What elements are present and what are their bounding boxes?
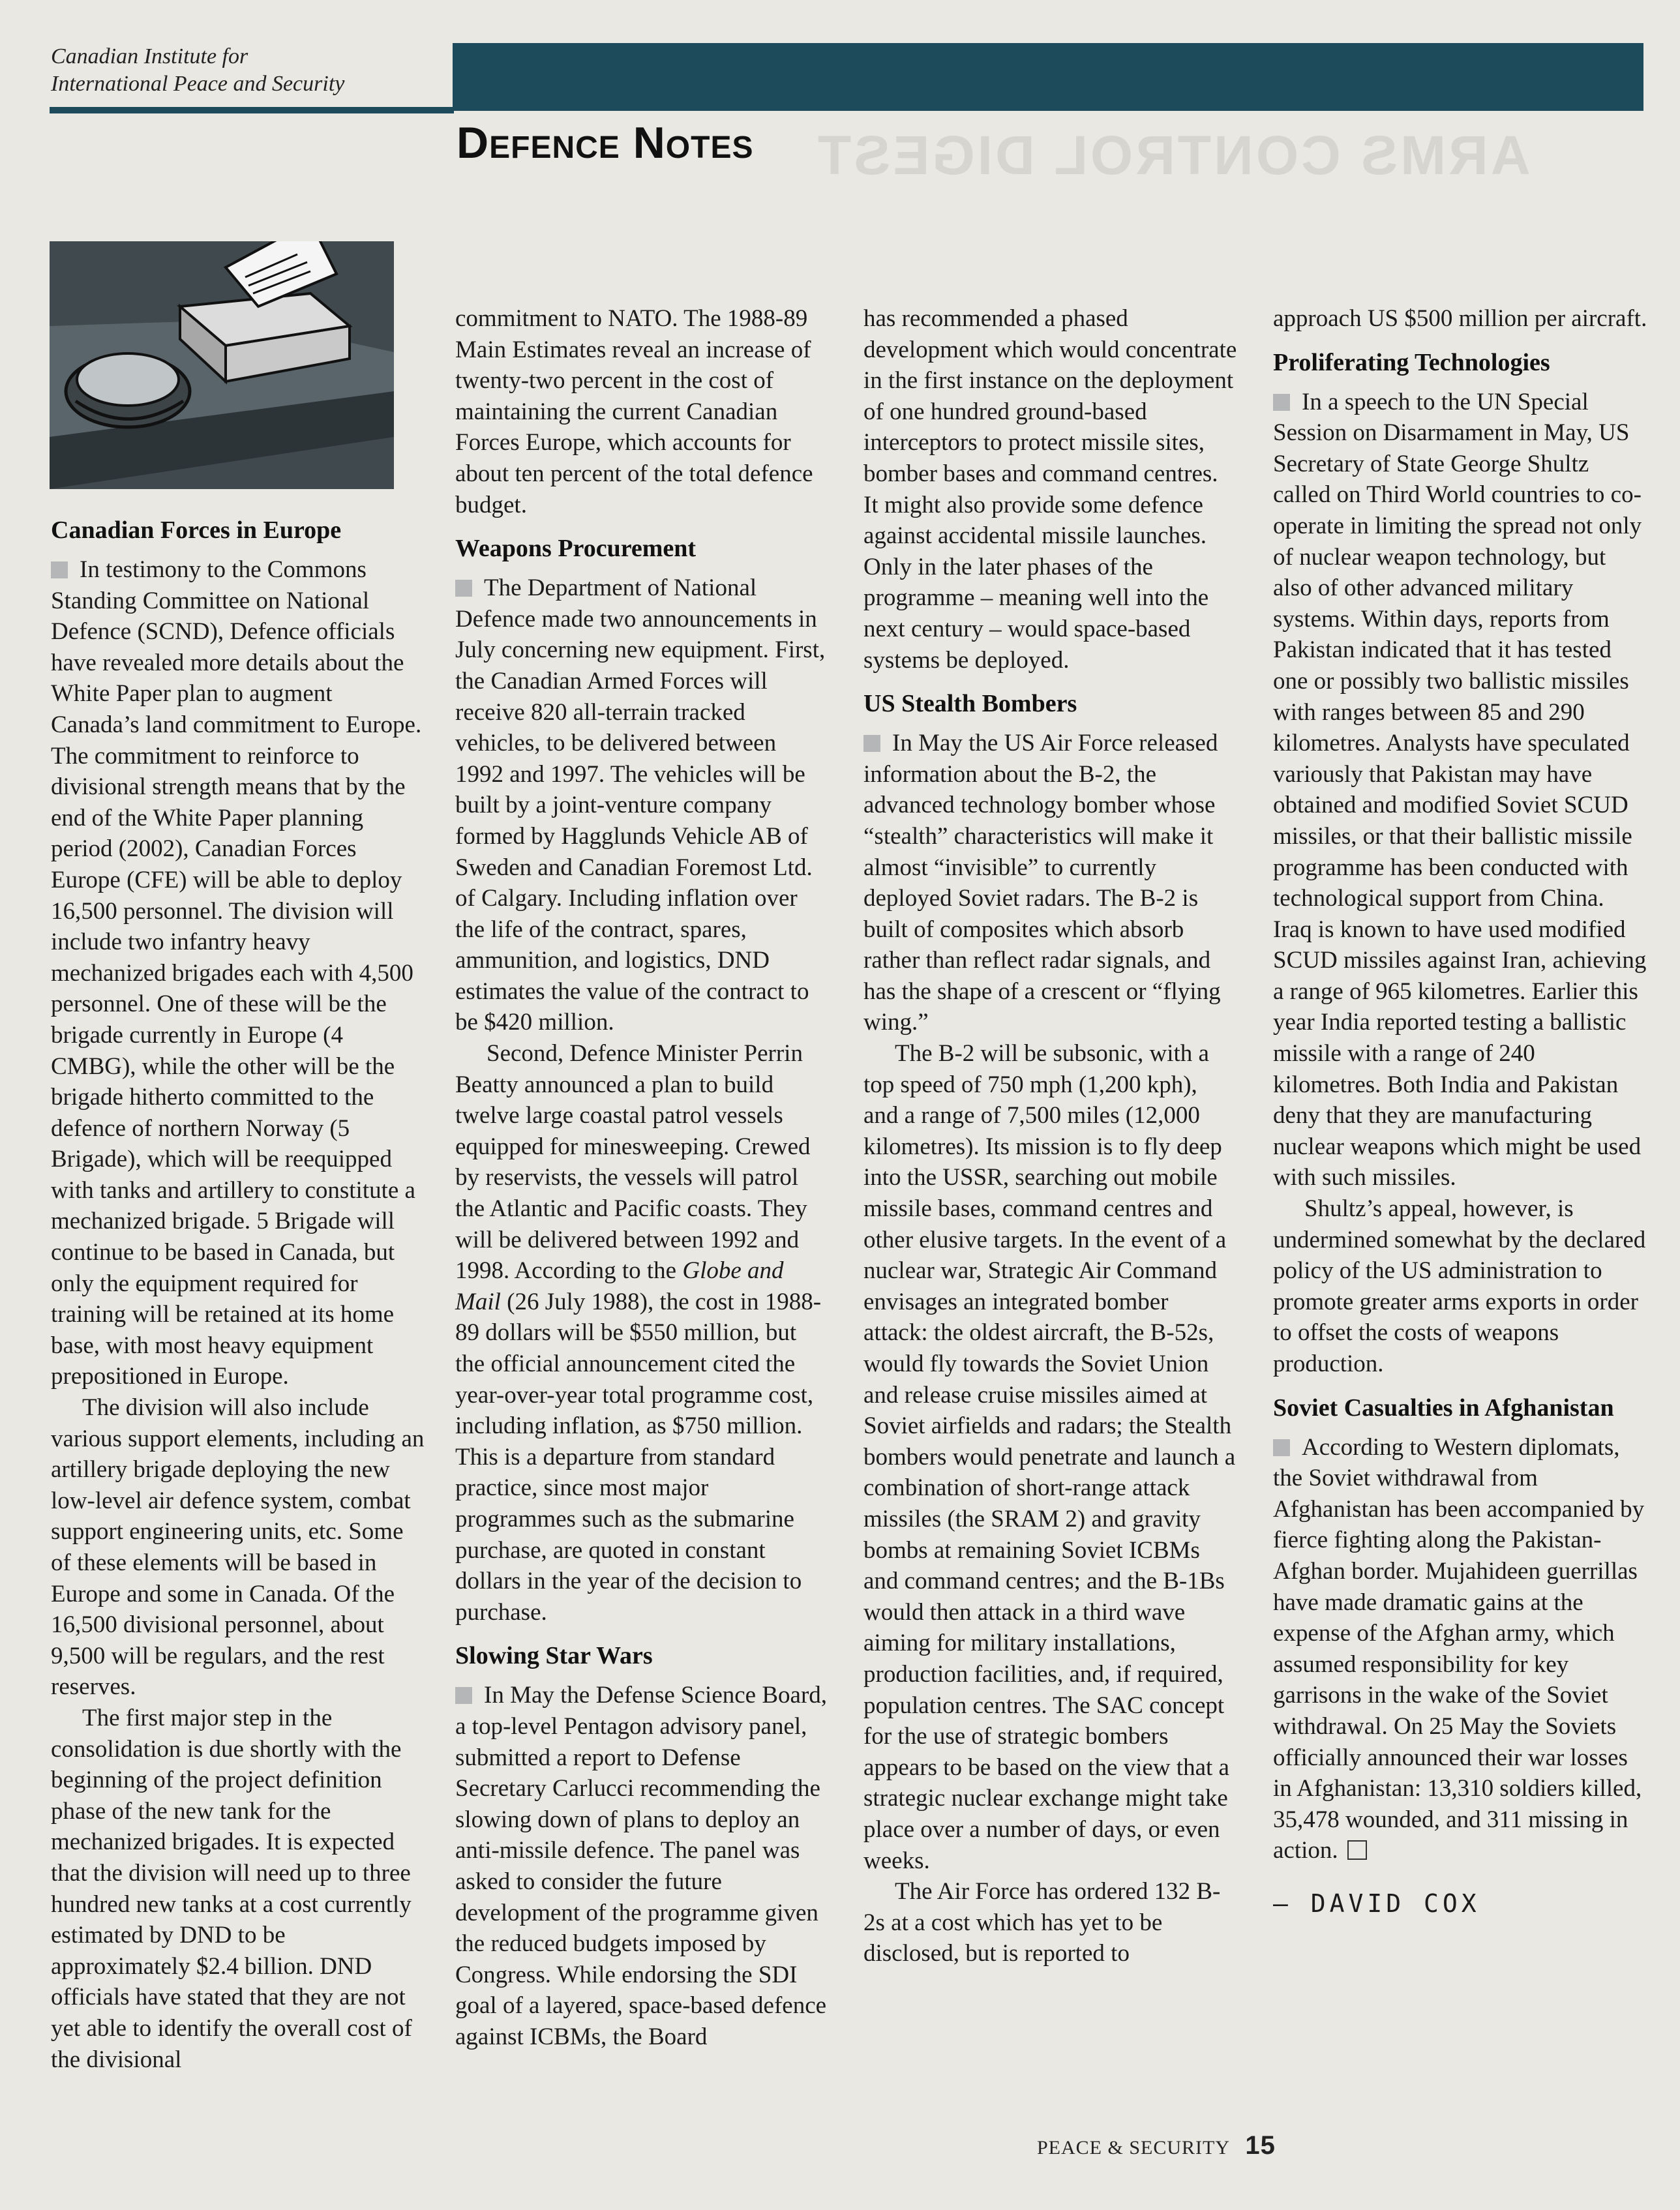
bullet-square-icon	[1273, 1439, 1290, 1456]
end-mark-icon	[1347, 1840, 1367, 1860]
paragraph: The first major step in the consolidation is due shortly with the beginning of the project definition phase of the new tank for the mechanized brigades. It is expected that the division will need up to three hundred new tanks at a cost currently estimated by DND to be approximately $2.4 billion. DND officials have stated that they are not yet able to identify the overall cost of the divisional	[51, 1704, 412, 2073]
bullet-square-icon	[863, 735, 880, 752]
paragraph: approach US $500 million per aircraft.	[1273, 305, 1647, 332]
bullet-square-icon	[455, 580, 472, 597]
institute-line-2: International Peace and Security	[51, 72, 345, 96]
paragraph: The Department of National Defence made two announcements in July concerning new equipment. First, the Canadian Armed Forces will receive 820 all-terrain tracked vehicles, to be delivered between 1992 and 1997. The vehicles will be built by a joint-venture company formed by Hagglunds Vehicle AB of Sweden and Canadian Foremost Ltd. of Calgary. Including inflation over the life of the contract, spares, ammunition, and logistics, DND estimates the value of the contract to be $420 million.	[455, 575, 826, 1036]
bullet-square-icon	[1273, 394, 1290, 411]
column-4	[1273, 303, 1647, 1920]
heading-proliferating-technologies: Proliferating Technologies	[1273, 348, 1550, 376]
byline: – DAVID COX	[1273, 1889, 1480, 1918]
heading-soviet-casualties: Soviet Casualties in Afghanistan	[1273, 1394, 1614, 1422]
bullet-square-icon	[455, 1687, 472, 1704]
paragraph: In a speech to the UN Special Session on Disarmament in May, US Secretary of State George Shultz called on Third World countries to co-operate in limiting the spread not only of nuclear weapon technology, but also of other advanced military systems. Within days, reports from Pakistan indicated that it has tested one or possibly two ballistic missiles with ranges between 85 and 290 kilometres. Analysts have speculated variously that Pakistan may have obtained and modified Soviet SCUD missiles, or that their ballistic missile programme has been conducted with technological support from China. Iraq is known to have used modified SCUD missiles against Iran, achieving a range of 965 kilometres. Earlier this year India reported testing a ballistic missile with a range of 240 kilometres. Both India and Pakistan deny that they are manufacturing nuclear weapons which might be used with such missiles.	[1273, 388, 1647, 1191]
paragraph: In testimony to the Commons Standing Committee on National Defence (SCND), Defence officials have revealed more details about the White Paper plan to augment Canada’s land commitment to Europe. The commitment to reinforce to divisional strength means that by the end of the White Paper planning period (2002), Canadian Forces Europe (CFE) will be able to deploy 16,500 personnel. The division will include two infantry heavy mechanized brigades each with 4,500 personnel. One of these will be the brigade currently in Europe (4 CMBG), while the other will be the brigade hitherto committed to the defence of northern Norway (5 Brigade), which will be reequipped with tanks and artillery to constitute a mechanized brigade. 5 Brigade will continue to be based in Canada, but only the equipment required for training will be retained at its home base, with most heavy equipment prepositioned in Europe.	[51, 556, 422, 1390]
paragraph: has recommended a phased development which would concentrate in the first instance on the deployment of one hundred ground-based interceptors to protect missile sites, bomber bases and command centres. It might also provide some defence against accidental missile launches. Only in the later phases of the programme – meaning well into the next century – would space-based systems be deployed.	[863, 305, 1237, 674]
paragraph: The division will also include various support elements, including an artillery brigade deploying the new low-level air defence system, combat support engineering units, etc. Some of these elements will be based in Europe and some in Canada. Of the 16,500 divisional personnel, about 9,500 will be regulars, and the rest reserves.	[51, 1394, 425, 1701]
publication-name-footer: PEACE & SECURITY	[1037, 2137, 1229, 2158]
show-through-text: ARMS CONTROL DIGEST	[815, 125, 1531, 186]
desk-cap-illustration	[50, 241, 394, 509]
page-number: 15	[1245, 2131, 1276, 2160]
paragraph: In May the US Air Force released information about the B-2, the advanced technology bomber whose “stealth” characteristics will make it almost “invisible” to currently deployed Soviet radars. The B-2 is built of composites which absorb rather than reflect radar signals, and has the shape of a crescent or “flying wing.”	[863, 730, 1221, 1036]
heading-canadian-forces-europe: Canadian Forces in Europe	[51, 516, 342, 544]
page-footer	[1037, 2131, 1276, 2160]
paragraph: Shultz’s appeal, however, is undermined somewhat by the declared policy of the US administration to promote greater arms exports in order to offset the costs of weapons production.	[1273, 1195, 1646, 1377]
publication-name: Globe and Mail	[455, 1257, 784, 1315]
paragraph: According to Western diplomats, the Soviet withdrawal from Afghanistan has been accompanied by fierce fighting along the Pakistan-Afghan border. Mujahideen guerrillas have made dramatic gains at the expense of the Afghan army, which assumed responsibility for key garrisons in the wake of the Soviet withdrawal. On 25 May the Soviets officially announced their war losses in Afghanistan: 13,310 soldiers killed, 35,478 wounded, and 311 missing in action.	[1273, 1433, 1645, 1864]
paragraph: In May the Defense Science Board, a top-level Pentagon advisory panel, submitted a report to Defense Secretary Carlucci recommending the slowing down of plans to deploy an anti-missile defence. The panel was asked to consider the future development of the programme given the reduced budgets imposed by Congress. While endorsing the SDI goal of a layered, space-based defence against ICBMs, the Board	[455, 1682, 828, 2050]
section-title: Defence Notes	[457, 118, 754, 168]
heading-us-stealth-bombers: US Stealth Bombers	[863, 690, 1077, 718]
paragraph: Second, Defence Minister Perrin Beatty announced a plan to build twelve large coastal patrol vessels equipped for minesweeping. Crewed by reservists, the vessels will patrol the Atlantic and Pacific coasts. They will be delivered between 1992 and 1998. According to the Globe and Mail (26 July 1988), the cost in 1988-89 dollars will be $550 million, but the official announcement cited the year-over-year total programme cost, including inflation, as $750 million. This is a departure from standard practice, since most major programmes such as the submarine purchase, are quoted in constant dollars in the year of the decision to purchase.	[455, 1040, 822, 1626]
column-1	[51, 515, 425, 2075]
heading-weapons-procurement: Weapons Procurement	[455, 535, 697, 563]
header-rule	[50, 107, 454, 113]
institute-name	[51, 43, 449, 115]
paragraph: commitment to NATO. The 1988-89 Main Estimates reveal an increase of twenty-two percent in the cost of maintaining the current Canadian Forces Europe, which accounts for about ten percent of the total defence budget.	[455, 305, 813, 518]
paragraph: The Air Force has ordered 132 B-2s at a cost which has yet to be disclosed, but is reported to	[863, 1878, 1221, 1967]
paragraph: The B-2 will be subsonic, with a top speed of 750 mph (1,200 kph), and a range of 7,500 miles (12,000 kilometres). Its mission is to fly deep into the USSR, searching out mobile missile bases, command centres and other elusive targets. In the event of a nuclear war, Strategic Air Command envisages an integrated bomber attack: the oldest aircraft, the B-52s, would fly towards the Soviet Union and release cruise missiles aimed at Soviet airfields and radars; the Stealth bombers would penetrate and launch a combination of short-range attack missiles (the SRAM 2) and gravity bombs at remaining Soviet ICBMs and command centres; and the B-1Bs would then attack in a third wave aiming for military installations, production facilities, and, if required, population centres. The SAC concept for the use of strategic bombers appears to be based on the view that a strategic nuclear exchange might take place over a number of days, or even weeks.	[863, 1040, 1236, 1874]
heading-slowing-star-wars: Slowing Star Wars	[455, 1642, 653, 1670]
institute-line-1: Canadian Institute for	[51, 44, 248, 68]
bullet-square-icon	[51, 561, 68, 578]
header-band	[453, 43, 1643, 111]
column-2	[455, 303, 830, 2052]
column-3	[863, 303, 1238, 1969]
